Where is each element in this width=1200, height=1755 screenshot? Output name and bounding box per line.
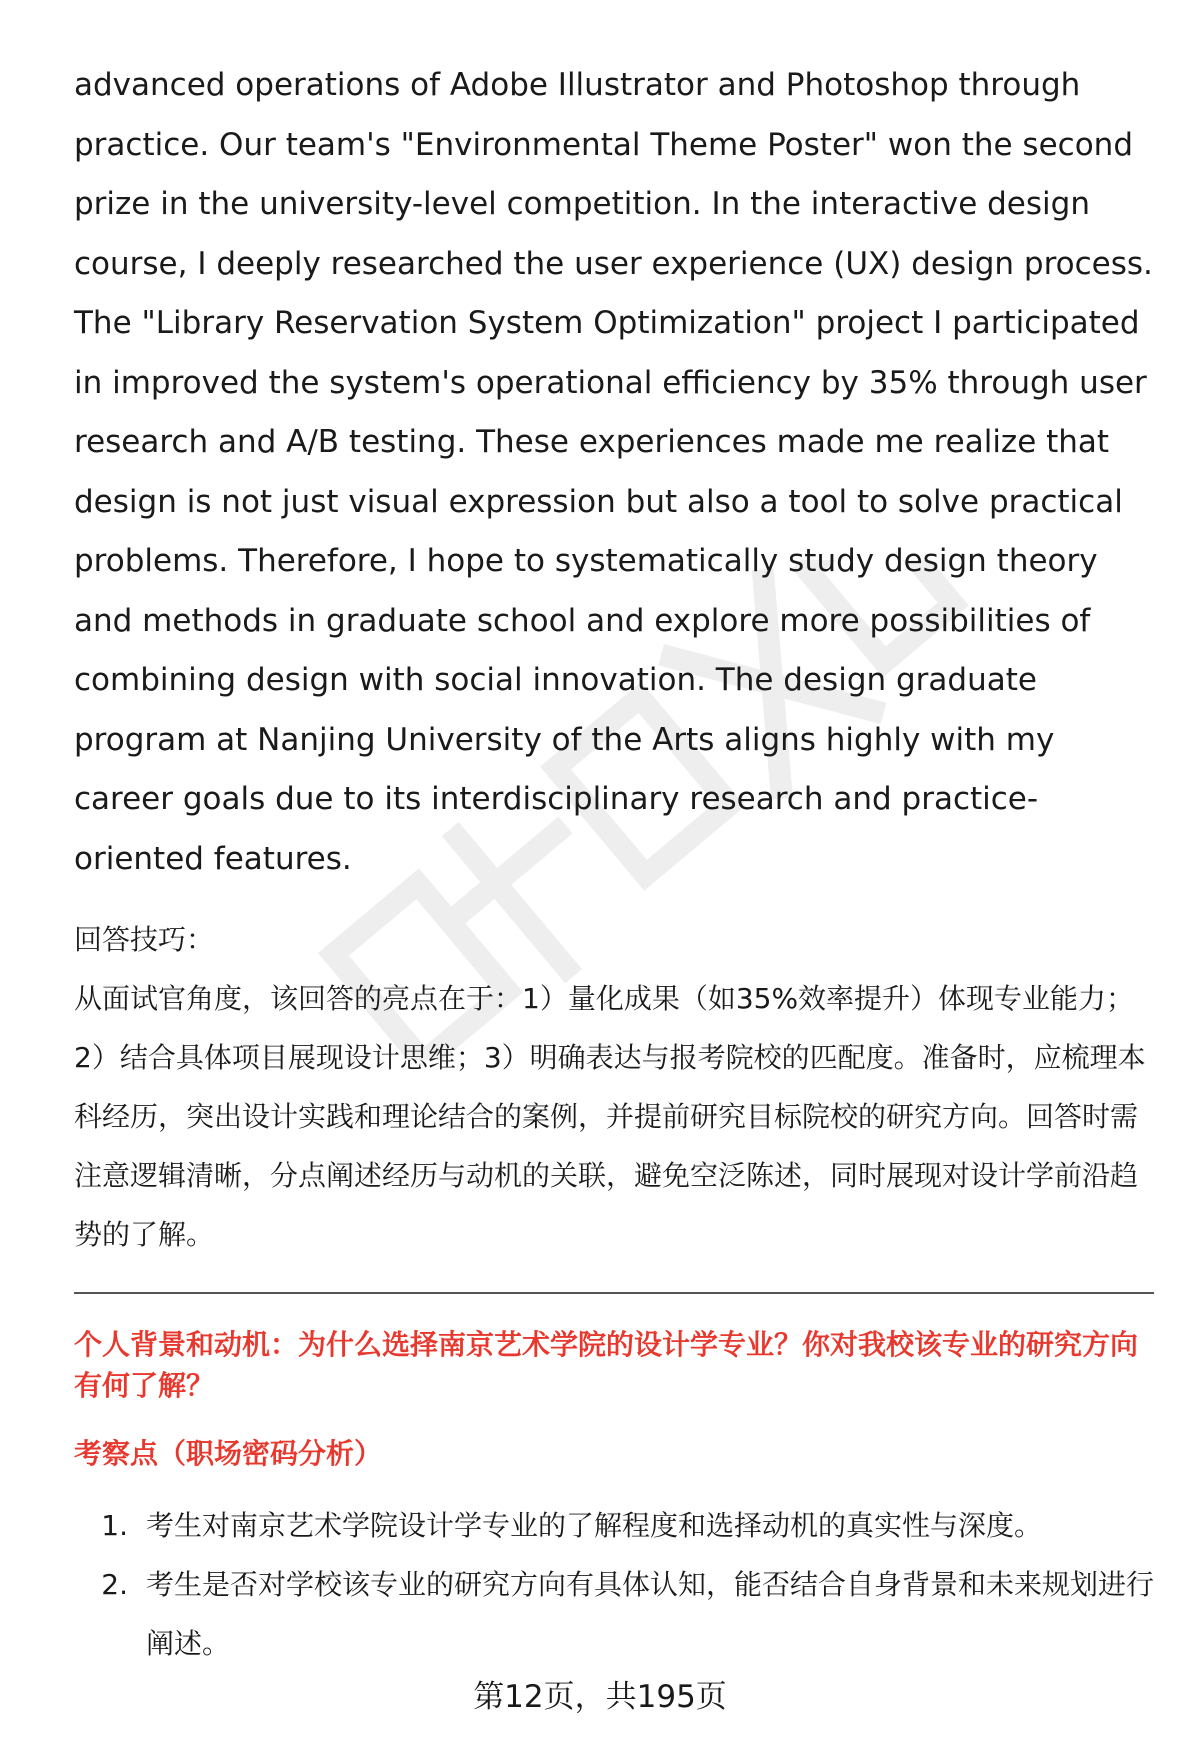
list-item (74, 1555, 1154, 1673)
list-item-text: 考生对南京艺术学院设计学专业的了解程度和选择动机的真实性与深度。 (146, 1509, 1043, 1542)
list-item (74, 1496, 1154, 1555)
tips-label: 回答技巧： (74, 923, 215, 956)
assessment-points-list (74, 1496, 1154, 1673)
tips-body: 从面试官角度，该回答的亮点在于：1）量化成果（如35%效率提升）体现专业能力；2）结合具体项目展现设计思维；3）明确表达与报考院校的匹配度。准备时，应梳理本科经历，突出设计实践和理论结合的案例，并提前研究目标院校的研究方向。回答时需注意逻辑清晰，分点阐述经历与动机的关联，避免空泛陈述，同时展现对设计学前沿趋势的了解。 (74, 982, 1146, 1251)
list-item-number: 1. (101, 1509, 128, 1542)
list-item-number: 2. (101, 1568, 128, 1601)
page-content (74, 56, 1154, 1673)
page-number: 第12页，共195页 (473, 1679, 727, 1715)
question-heading: 个人背景和动机：为什么选择南京艺术学院的设计学专业？你对我校该专业的研究方向有何了解？ (74, 1328, 1139, 1402)
section-divider (74, 1292, 1154, 1294)
assessment-points-title: 考察点（职场密码分析） (74, 1437, 383, 1470)
answer-paragraph: advanced operations of Adobe Illustrator and Photoshop through practice. Our team's "Environmental Theme Poster" won the second prize in the university-level competition. In the interactive design course, I deeply researched the user experience (UX) design process. The "Library Reservation System Optimization" project I participated in improved the system's operational efficiency by 35% through user research and A/B testing. These experiences made me realize that design is not just visual expression but also a tool to solve practical problems. Therefore, I hope to systematically study design theory and methods in graduate school and explore more possibilities of combining design with social innovation. The design graduate program at Nanjing University of the Arts aligns highly with my career goals due to its interdisciplinary research and practice-oriented features. (74, 67, 1153, 877)
list-item-text: 考生是否对学校该专业的研究方向有具体认知，能否结合自身背景和未来规划进行阐述。 (146, 1568, 1155, 1660)
